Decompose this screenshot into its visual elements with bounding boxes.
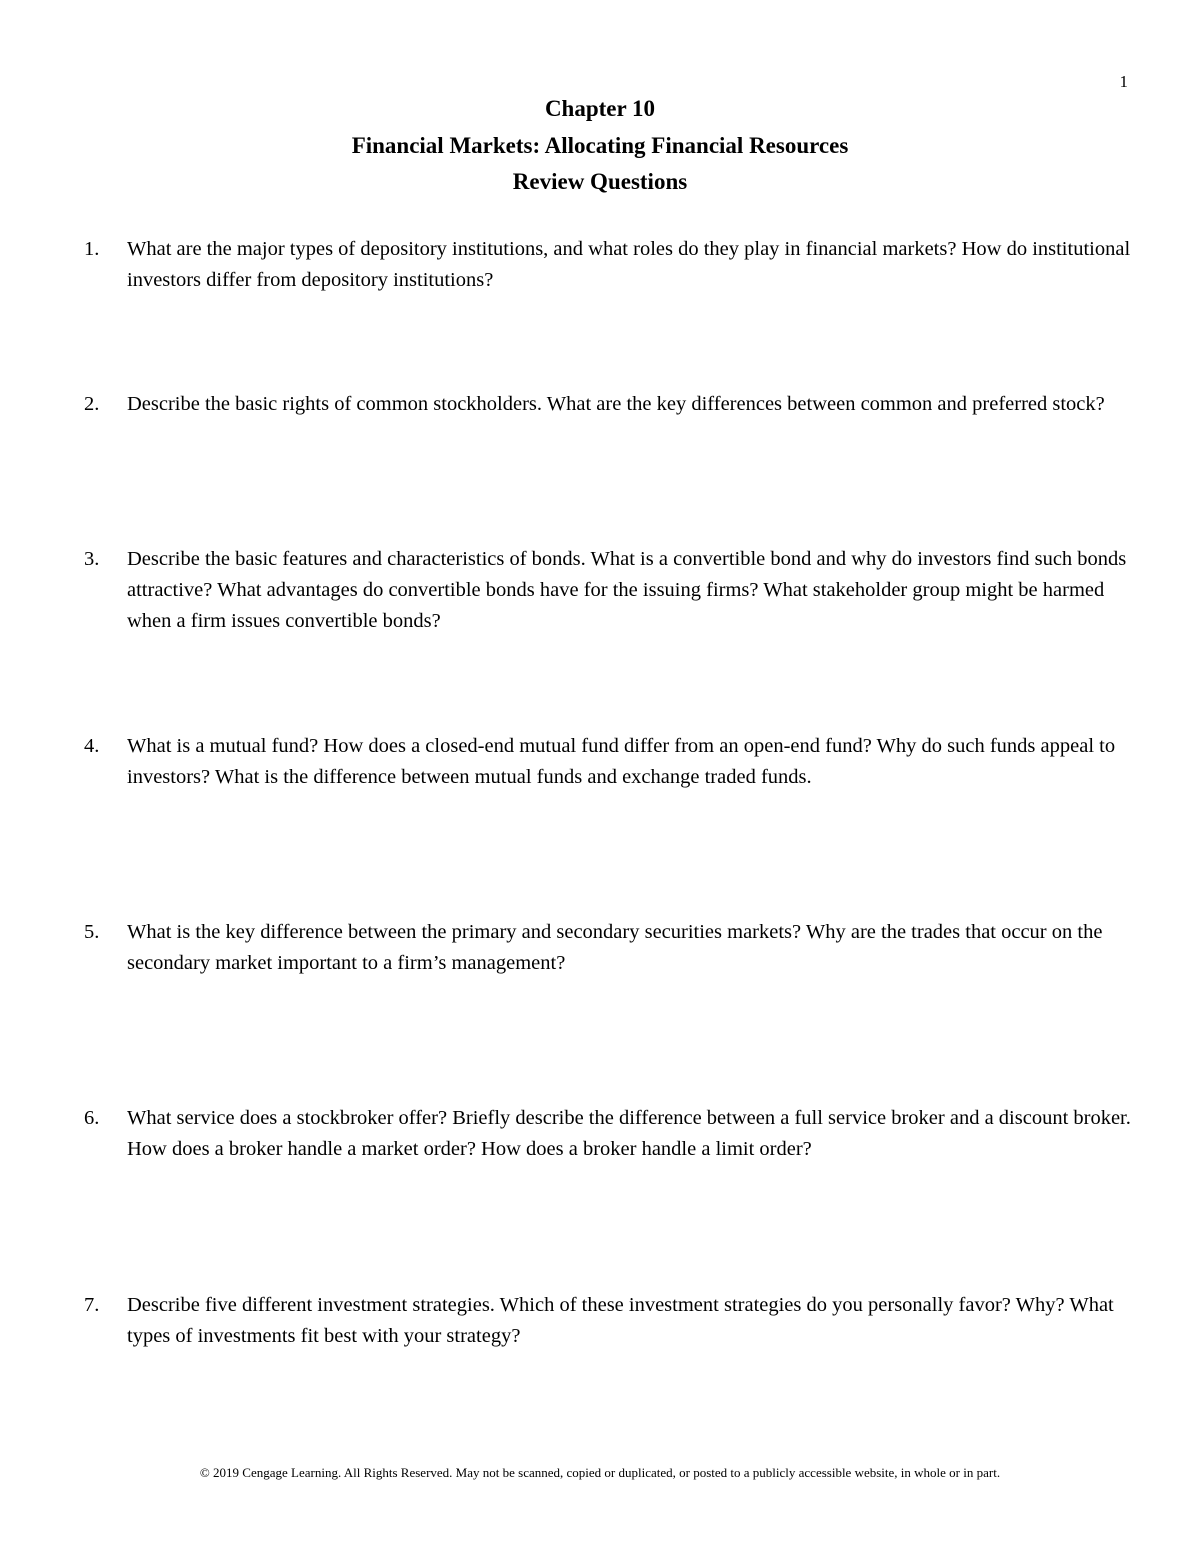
question-text: Describe the basic rights of common stockholders. What are the key differences between common and preferred stock?	[127, 393, 1105, 415]
question-number: 7.	[84, 1294, 100, 1316]
question-item	[84, 544, 1134, 637]
question-text: What is the key difference between the primary and secondary securities markets? Why are the trades that occur on the secondary market important to a firm’s management?	[127, 921, 1103, 974]
question-number: 3.	[84, 548, 100, 570]
page-number: 1	[1119, 72, 1128, 91]
question-number: 4.	[84, 735, 100, 757]
question-number: 5.	[84, 921, 100, 943]
question-item	[84, 234, 1134, 296]
question-number: 2.	[84, 393, 100, 415]
question-item	[84, 1103, 1134, 1165]
chapter-title: Financial Markets: Allocating Financial Resources	[351, 133, 849, 158]
question-text: What are the major types of depository institutions, and what roles do they play in financial markets? How do institutional investors differ from depository institutions?	[127, 238, 1131, 291]
question-item	[84, 917, 1134, 979]
question-item	[84, 731, 1134, 793]
question-number: 6.	[84, 1107, 100, 1129]
question-text: What is a mutual fund? How does a closed-end mutual fund differ from an open-end fund? Why do such funds appeal to investors? What is the difference between mutual funds and exchange traded funds.	[127, 735, 1116, 788]
question-text: Describe five different investment strategies. Which of these investment strategies do you personally favor? Why? What types of investments fit best with your strategy?	[127, 1294, 1114, 1347]
chapter-heading: Chapter 10	[544, 96, 656, 121]
section-subtitle: Review Questions	[512, 169, 688, 194]
question-item	[84, 389, 1134, 420]
question-number: 1.	[84, 238, 100, 260]
question-text: Describe the basic features and characteristics of bonds. What is a convertible bond and why do investors find such bonds attractive? What advantages do convertible bonds have for the issuing firms? What stakeholder group might be harmed when a firm issues convertible bonds?	[127, 548, 1127, 632]
question-item	[84, 1290, 1134, 1352]
copyright-footer: © 2019 Cengage Learning. All Rights Reserved. May not be scanned, copied or duplicated, or posted to a publicly accessible website, in whole or in part.	[199, 1465, 1001, 1480]
question-text: What service does a stockbroker offer? Briefly describe the difference between a full service broker and a discount broker. How does a broker handle a market order? How does a broker handle a limit order?	[127, 1107, 1131, 1160]
